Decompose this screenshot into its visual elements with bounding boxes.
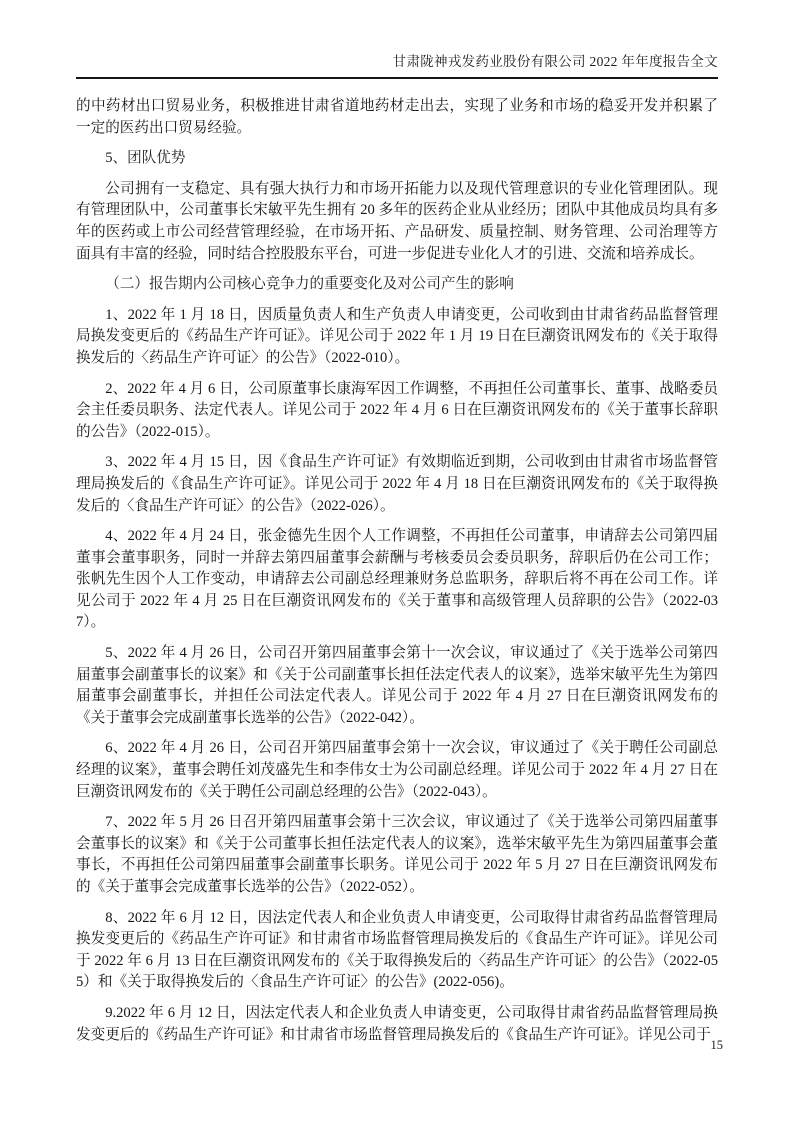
section-heading-core-competitiveness-changes: （二）报告期内公司核心竞争力的重要变化及对公司产生的影响 bbox=[105, 276, 514, 293]
paragraph-continuation: 的中药材出口贸易业务，积极推进甘肃省道地药材走出去，实现了业务和市场的稳妥开发并积累了一定的医药出口贸易经验。 bbox=[76, 98, 718, 136]
paragraph-event-8: 8、2022 年 6 月 12 日，因法定代表人和企业负责人申请变更，公司取得甘肃省药品监督管理局换发变更后的《药品生产许可证》和甘肃省市场监督管理局换发后的《食品生产许可证》。详见公司于 2022 年 6 月 13 日在巨潮资讯网发布的《关于取得换发后的〈药品生产许可证〉的公告》（2022-055）和《关于取得换发后的〈食品生产许可证〉的公告》(2022-056)。 bbox=[76, 909, 718, 991]
page-number: 15 bbox=[710, 1038, 723, 1052]
section-heading-team-advantage: 5、团队优势 bbox=[105, 150, 186, 167]
paragraph-event-4: 4、2022 年 4 月 24 日，张金德先生因个人工作调整，不再担任公司董事，申请辞去公司第四届董事会董事职务，同时一并辞去第四届董事会薪酬与考核委员会委员职务，辞职后仍在公司工作；张帆先生因个人工作变动，申请辞去公司副总经理兼财务总监职务，辞职后将不再在公司工作。详见公司于 2022 年 4 月 25 日在巨潮资讯网发布的《关于董事和高级管理人员辞职的公告》（2022-037）。 bbox=[76, 528, 718, 631]
paragraph-event-3: 3、2022 年 4 月 15 日，因《食品生产许可证》有效期临近到期，公司收到由甘肃省市场监督管理局换发后的《食品生产许可证》。详见公司于 2022 年 4 月 18 日在巨潮资讯网发布的《关于取得换发后的〈食品生产许可证〉的公告》（2022-026）。 bbox=[76, 454, 718, 514]
paragraph-team-advantage: 公司拥有一支稳定、具有强大执行力和市场开拓能力以及现代管理意识的专业化管理团队。现有管理团队中，公司董事长宋敏平先生拥有 20 多年的医药企业从业经历；团队中其他成员均具有多年的医药或上市公司经营管理经验，在市场开拓、产品研发、质量控制、财务管理、公司治理等方面具有丰富的经验，同时结合控股股东平台，可进一步促进专业化人才的引进、交流和培养成长。 bbox=[76, 180, 718, 262]
paragraph-event-6: 6、2022 年 4 月 26 日，公司召开第四届董事会第十一次会议，审议通过了《关于聘任公司副总经理的议案》，董事会聘任刘茂盛先生和李伟女士为公司副总经理。详见公司于 2022 年 4 月 27 日在巨潮资讯网发布的《关于聘任公司副总经理的公告》（2022-043）。 bbox=[76, 740, 718, 800]
page-header bbox=[76, 50, 718, 79]
paragraph-event-1: 1、2022 年 1 月 18 日，因质量负责人和生产负责人申请变更，公司收到由甘肃省药品监督管理局换发变更后的《药品生产许可证》。详见公司于 2022 年 1 月 19 日在巨潮资讯网发布的《关于取得换发后的〈药品生产许可证〉的公告》（2022-010）。 bbox=[76, 306, 718, 366]
paragraph-event-9: 9.2022 年 6 月 12 日，因法定代表人和企业负责人申请变更，公司取得甘肃省药品监督管理局换发变更后的《药品生产许可证》和甘肃省市场监督管理局换发后的《食品生产许可证》。详见公司于 bbox=[76, 1004, 718, 1043]
paragraph-event-2: 2、2022 年 4 月 6 日，公司原董事长康海军因工作调整，不再担任公司董事长、董事、战略委员会主任委员职务、法定代表人。详见公司于 2022 年 4 月 6 日在巨潮资讯网发布的《关于董事长辞职的公告》（2022-015）。 bbox=[76, 380, 718, 440]
paragraph-event-7: 7、2022 年 5 月 26 日召开第四届董事会第十三次会议，审议通过了《关于选举公司第四届董事会董事长的议案》和《关于公司董事长担任法定代表人的议案》，选举宋敏平先生为第四届董事会董事长，不再担任公司第四届董事会副董事长职务。详见公司于 2022 年 5 月 27 日在巨潮资讯网发布的《关于董事会完成董事长选举的公告》（2022-052）。 bbox=[76, 814, 718, 895]
report-header-title: 甘肃陇神戎发药业股份有限公司 2022 年年度报告全文 bbox=[392, 54, 718, 69]
document-body bbox=[76, 96, 718, 1046]
paragraph-event-5: 5、2022 年 4 月 26 日，公司召开第四届董事会第十一次会议，审议通过了《关于选举公司第四届董事会副董事长的议案》和《关于公司副董事长担任法定代表人的议案》，选举宋敏平先生为第四届董事会副董事长，并担任公司法定代表人。详见公司于 2022 年 4 月 27 日在巨潮资讯网发布的《关于董事会完成副董事长选举的公告》（2022-042）。 bbox=[76, 645, 718, 726]
